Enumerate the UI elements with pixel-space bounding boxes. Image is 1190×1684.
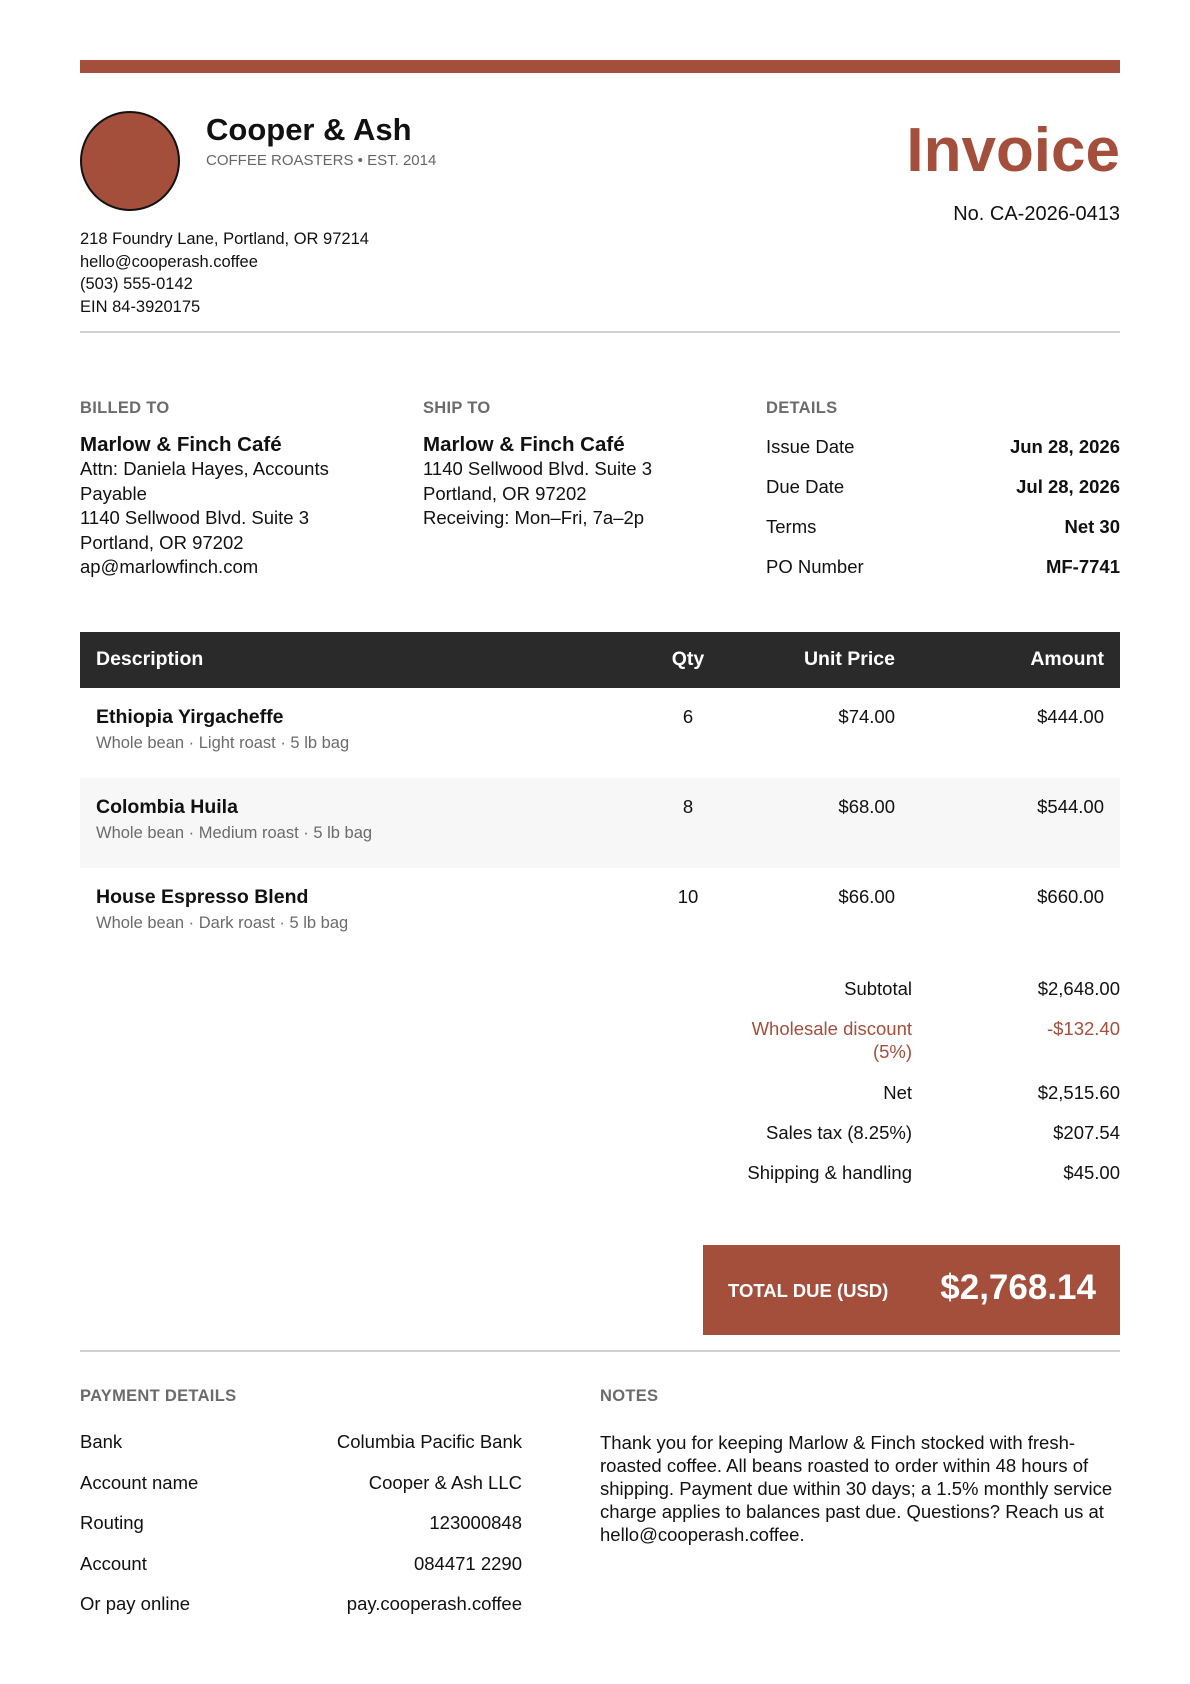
brand-email[interactable]: hello@cooperash.coffee	[80, 252, 258, 271]
notes-label: NOTES	[600, 1387, 659, 1405]
col-qty: Qty	[671, 648, 705, 670]
detail-terms	[766, 516, 1120, 556]
item-unit-price: $68.00	[838, 796, 895, 817]
brand-tagline: COFFEE ROASTERS • EST. 2014	[206, 152, 437, 169]
ship-to-line: Receiving: Mon–Fri, 7a–2p	[423, 507, 645, 528]
item-qty: 10	[677, 886, 699, 907]
brand-name: Cooper & Ash	[206, 112, 412, 147]
net-value: $2,515.60	[1037, 1082, 1120, 1103]
item-name: House Espresso Blend	[96, 886, 309, 908]
ship-to-name: Marlow & Finch Café	[423, 433, 625, 456]
payment-label: Routing	[80, 1512, 144, 1533]
payment-details	[80, 1387, 522, 1634]
shipping-row	[640, 1161, 1120, 1201]
billed-to-name: Marlow & Finch Café	[80, 433, 282, 456]
item-amount: $660.00	[1037, 886, 1104, 907]
item-description: Whole bean · Light roast · 5 lb bag	[96, 734, 350, 752]
tax-value: $207.54	[1053, 1122, 1120, 1143]
payment-label: Account name	[80, 1471, 199, 1493]
accent-bar	[80, 60, 1120, 73]
payment-row	[80, 1472, 522, 1513]
billed-to-line: 1140 Sellwood Blvd. Suite 3	[80, 507, 310, 528]
divider	[80, 1350, 1120, 1352]
discount-label: Wholesale discount (5%)	[751, 1018, 912, 1062]
notes	[600, 1387, 1120, 1546]
invoice-number: No. CA-2026-0413	[953, 203, 1120, 225]
detail-value: Jun 28, 2026	[1009, 436, 1120, 457]
payment-value: Cooper & Ash LLC	[368, 1471, 522, 1493]
payment-label: Account	[80, 1552, 147, 1574]
detail-value: Net 30	[1064, 516, 1120, 537]
total-due-label: TOTAL DUE (USD)	[728, 1280, 889, 1301]
net-label: Net	[883, 1082, 912, 1103]
detail-label: PO Number	[766, 556, 864, 577]
item-description: Whole bean · Dark roast · 5 lb bag	[96, 914, 349, 932]
table-row	[80, 778, 1120, 868]
shipping-value: $45.00	[1063, 1162, 1120, 1183]
shipping-label: Shipping & handling	[747, 1162, 912, 1183]
subtotal-value: $2,648.00	[1037, 978, 1120, 999]
item-description: Whole bean · Medium roast · 5 lb bag	[96, 824, 373, 842]
col-description: Description	[96, 648, 204, 670]
payment-row	[80, 1512, 522, 1553]
subtotal-label: Subtotal	[844, 978, 912, 999]
subtotal-row	[640, 977, 1120, 1017]
detail-issue-date	[766, 436, 1120, 476]
table-row	[80, 688, 1120, 778]
item-unit-price: $66.00	[838, 886, 895, 907]
payment-details-label: PAYMENT DETAILS	[80, 1387, 237, 1405]
tax-row	[640, 1121, 1120, 1161]
col-unit-price: Unit Price	[803, 648, 895, 670]
divider	[80, 331, 1120, 333]
item-name: Ethiopia Yirgacheffe	[96, 706, 284, 728]
item-name: Colombia Huila	[96, 796, 238, 818]
net-row	[640, 1081, 1120, 1121]
detail-value: MF-7741	[1045, 556, 1120, 577]
billed-to-email[interactable]: ap@marlowfinch.com	[80, 556, 259, 577]
payment-label: Or pay online	[80, 1593, 191, 1614]
ship-to	[423, 399, 723, 531]
payment-value: Columbia Pacific Bank	[336, 1431, 522, 1452]
table-row	[80, 868, 1120, 958]
item-qty: 8	[682, 796, 694, 817]
notes-text: Thank you for keeping Marlow & Finch stocked with fresh-roasted coffee. All beans roasted to order within 48 hours of shipping. Payment due within 30 days; a 1.5% monthly service charge applies to balances past due. Questions? Reach us at hello@cooperash.coffee.	[600, 1432, 1113, 1545]
total-due-box	[703, 1245, 1120, 1335]
ship-to-line: 1140 Sellwood Blvd. Suite 3	[423, 458, 653, 479]
payment-link[interactable]: pay.cooperash.coffee	[346, 1593, 522, 1614]
item-amount: $444.00	[1037, 706, 1104, 727]
brand-ein: EIN 84-3920175	[80, 297, 201, 316]
invoice-title: Invoice	[906, 116, 1120, 185]
payment-label: Bank	[80, 1431, 123, 1452]
discount-row	[640, 1017, 1120, 1081]
detail-value: Jul 28, 2026	[1016, 476, 1120, 497]
payment-value: 123000848	[429, 1512, 522, 1533]
tax-label: Sales tax (8.25%)	[765, 1122, 912, 1143]
invoice-details	[766, 399, 1120, 596]
billed-to-line: Portland, OR 97202	[80, 531, 244, 553]
items-table-header	[80, 632, 1120, 688]
detail-label: Due Date	[766, 476, 845, 497]
item-qty: 6	[682, 706, 694, 727]
payment-row	[80, 1431, 522, 1472]
payment-row	[80, 1593, 522, 1634]
totals-block	[640, 977, 1120, 1201]
detail-due-date	[766, 476, 1120, 516]
total-due-value: $2,768.14	[940, 1268, 1096, 1307]
brand-phone: (503) 555-0142	[80, 275, 193, 293]
details-label: DETAILS	[766, 399, 838, 417]
ship-to-label: SHIP TO	[423, 399, 491, 417]
brand-address: 218 Foundry Lane, Portland, OR 97214	[80, 230, 369, 248]
brand-contact	[80, 228, 369, 318]
detail-po-number	[766, 556, 1120, 596]
billed-to-label: BILLED TO	[80, 399, 170, 417]
discount-value: -$132.40	[1046, 1018, 1120, 1039]
billed-to-line: Attn: Daniela Hayes, Accounts Payable	[80, 458, 329, 504]
payment-row	[80, 1553, 522, 1594]
detail-label: Issue Date	[766, 436, 855, 457]
col-amount: Amount	[1030, 648, 1104, 670]
payment-value: 084471 2290	[413, 1552, 522, 1574]
ship-to-line: Portland, OR 97202	[423, 482, 587, 504]
billed-to	[80, 399, 380, 580]
item-amount: $544.00	[1037, 796, 1104, 817]
detail-label: Terms	[766, 516, 817, 537]
brand-logo	[80, 111, 180, 211]
item-unit-price: $74.00	[838, 706, 895, 727]
